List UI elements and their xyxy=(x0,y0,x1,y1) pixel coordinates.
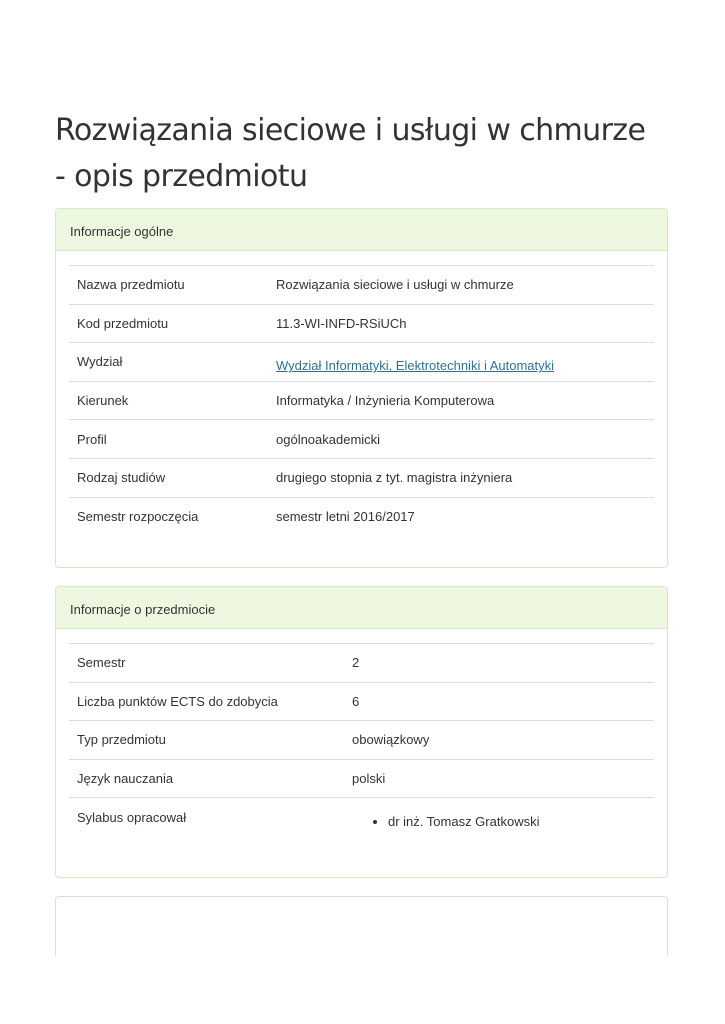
row-value-course-code: 11.3-WI-INFD-RSiUCh xyxy=(276,315,407,331)
table-row xyxy=(69,381,654,420)
general-info-panel xyxy=(55,208,668,568)
row-value-language: polski xyxy=(352,771,386,787)
row-label-syllabus-author: Sylabus opracował xyxy=(77,809,187,825)
general-info-heading: Informacje ogólne xyxy=(56,209,667,251)
row-value-profile: ogólnoakademicki xyxy=(276,431,381,447)
row-value-start-semester: semestr letni 2016/2017 xyxy=(276,509,415,525)
table-row xyxy=(69,343,654,382)
table-row xyxy=(69,721,654,760)
row-label-language: Język nauczania xyxy=(77,771,174,787)
page-title: Rozwiązania sieciowe i usługi w chmurze - opis przedmiotu xyxy=(55,113,646,194)
table-row xyxy=(69,420,654,459)
row-label-start-semester: Semestr rozpoczęcia xyxy=(77,509,199,525)
course-info-heading: Informacje o przedmiocie xyxy=(56,587,667,629)
row-label-study-type: Rodzaj studiów xyxy=(77,470,166,486)
table-row xyxy=(69,759,654,798)
next-panel xyxy=(55,896,668,956)
course-info-panel xyxy=(55,586,668,878)
row-label-field: Kierunek xyxy=(77,393,129,409)
row-label-ects: Liczba punktów ECTS do zdobycia xyxy=(77,693,278,709)
row-label-semester: Semestr xyxy=(77,655,126,671)
row-value-study-type: drugiego stopnia z tyt. magistra inżyniera xyxy=(276,470,513,486)
author-list xyxy=(352,814,646,829)
table-row xyxy=(69,682,654,721)
row-label-course-name: Nazwa przedmiotu xyxy=(77,277,185,293)
table-row xyxy=(69,304,654,343)
row-value-ects: 6 xyxy=(352,693,360,709)
general-info-table xyxy=(69,265,654,536)
row-label-profile: Profil xyxy=(77,431,107,447)
row-label-faculty: Wydział xyxy=(77,354,123,370)
course-info-table xyxy=(69,643,654,836)
table-row xyxy=(69,798,654,837)
row-value-semester: 2 xyxy=(352,655,360,671)
row-label-course-type: Typ przedmiotu xyxy=(77,732,166,748)
row-label-course-code: Kod przedmiotu xyxy=(77,315,169,331)
table-row xyxy=(69,497,654,536)
row-value-field: Informatyka / Inżynieria Komputerowa xyxy=(276,393,495,409)
table-row xyxy=(69,458,654,497)
row-value-course-type: obowiązkowy xyxy=(352,732,430,748)
table-row xyxy=(69,644,654,683)
faculty-link[interactable]: Wydział Informatyki, Elektrotechniki i Automatyki xyxy=(276,358,555,374)
row-value-course-name: Rozwiązania sieciowe i usługi w chmurze xyxy=(276,277,514,293)
author-list-item: • dr inż. Tomasz Gratkowski xyxy=(388,814,646,829)
table-row xyxy=(69,266,654,305)
